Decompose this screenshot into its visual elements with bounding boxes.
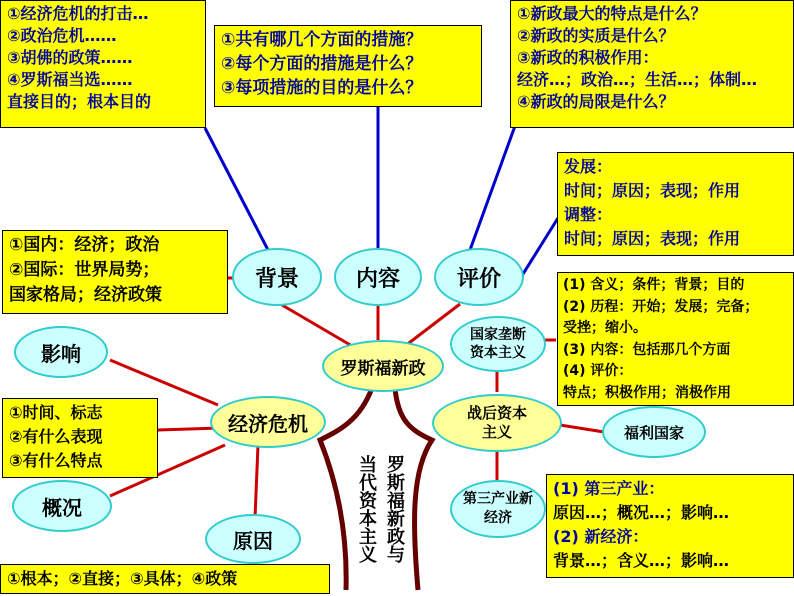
content-question-line: ①共有哪几个方面的措施？ <box>221 30 423 50</box>
monopoly-line: (4) 评价： <box>563 363 633 379</box>
node-welfare-state <box>602 406 706 458</box>
domestic-line: ①国内：经济；政治 <box>9 235 160 255</box>
background-question-line: ②政治危机…… <box>7 26 117 45</box>
vertical-title-left <box>356 455 376 563</box>
vertical-title-line-1: 罗斯福新政与 <box>384 455 405 563</box>
cause-detail-box <box>0 564 330 594</box>
background-question-line: ①经济危机的打击… <box>7 4 149 23</box>
node-tertiary-new-economy <box>450 480 546 538</box>
tertiary-line: (2) 新经济： <box>553 527 649 546</box>
evaluation-question-box <box>510 0 794 128</box>
line-crisis-box <box>158 428 220 430</box>
evaluation-question-line: ③新政的积极作用： <box>517 48 659 67</box>
node-welfare-label: 福利国家 <box>623 423 684 442</box>
node-content-label: 内容 <box>355 266 400 292</box>
vertical-title-right <box>384 455 404 563</box>
crisis-line: ③有什么特点 <box>9 451 103 470</box>
crisis-line: ①时间、标志 <box>9 403 103 422</box>
node-evaluation-label: 评价 <box>456 266 501 292</box>
node-cause-label: 原因 <box>233 528 273 553</box>
monopoly-detail-box <box>557 272 794 406</box>
evaluation-question-line: 经济…；政治…；生活…；体制… <box>517 70 758 89</box>
monopoly-line: (2) 历程：开始；发展；完备； <box>563 298 759 315</box>
tertiary-line: 原因…；概况…；影响… <box>553 503 730 522</box>
node-influence <box>14 326 108 378</box>
cause-line: ①根本；②直接；③具体；④政策 <box>7 569 238 588</box>
domestic-line: ②国际：世界局势； <box>9 260 160 280</box>
crisis-line: ②有什么表现 <box>9 427 103 446</box>
content-question-box <box>214 25 482 107</box>
background-question-line: ④罗斯福当选…… <box>7 70 133 89</box>
development-line: 调整： <box>564 205 613 224</box>
node-monopoly-label: 国家垄断资本主义 <box>470 327 526 361</box>
domestic-line: 国家格局；经济政策 <box>9 285 162 305</box>
node-economic-crisis <box>210 396 326 448</box>
node-postwar-capitalism <box>432 394 562 452</box>
monopoly-line: 特点；积极作用；消极作用 <box>563 384 731 401</box>
node-influence-label: 影响 <box>41 341 81 366</box>
node-cause <box>205 514 301 564</box>
development-line: 时间；原因；表现；作用 <box>564 181 741 200</box>
node-background-label: 背景 <box>254 266 299 292</box>
content-question-line: ②每个方面的措施是什么？ <box>221 54 423 74</box>
development-line: 时间；原因；表现；作用 <box>564 229 741 248</box>
line-evaluation-box <box>470 126 515 250</box>
vertical-title-line-2: 当代资本主义 <box>356 455 377 563</box>
node-evaluation <box>434 248 524 306</box>
evaluation-question-line: ①新政最大的特点是什么？ <box>517 4 707 23</box>
background-question-line: ③胡佛的政策…… <box>7 48 133 67</box>
node-tertiary-label: 第三产业新经济 <box>463 491 533 526</box>
node-overview <box>12 480 112 532</box>
node-postwar-label: 战后资本主义 <box>466 404 527 441</box>
node-new-deal-label: 罗斯福新政 <box>340 358 426 379</box>
node-monopoly-capitalism <box>450 316 546 372</box>
evaluation-question-line: ④新政的局限是什么？ <box>517 92 675 111</box>
tertiary-line: (1) 第三产业： <box>553 479 665 498</box>
content-question-line: ③每项措施的目的是什么？ <box>221 78 423 98</box>
monopoly-line: (3) 内容：包括那几个方面 <box>563 341 731 358</box>
line-postwar-welfare <box>560 425 604 432</box>
node-new-deal <box>322 340 444 392</box>
line-crisis-cause <box>255 445 258 518</box>
development-line: 发展： <box>564 157 613 176</box>
tertiary-detail-box <box>546 474 794 578</box>
node-content <box>334 248 422 306</box>
line-new-deal-background <box>282 305 352 346</box>
crisis-question-box <box>2 398 158 478</box>
background-question-box <box>0 0 206 128</box>
background-question-line: 直接目的；根本目的 <box>7 92 152 111</box>
tertiary-line: 背景…；含义…；影响… <box>553 551 730 570</box>
development-box <box>557 152 794 256</box>
domestic-international-box <box>2 230 228 314</box>
monopoly-line: (1) 含义；条件；背景；目的 <box>563 277 745 293</box>
evaluation-question-line: ②新政的实质是什么？ <box>517 26 675 45</box>
node-overview-label: 概况 <box>42 495 82 520</box>
monopoly-line: 受挫；缩小。 <box>563 320 647 336</box>
node-background <box>232 248 322 306</box>
node-economic-crisis-label: 经济危机 <box>228 411 308 436</box>
